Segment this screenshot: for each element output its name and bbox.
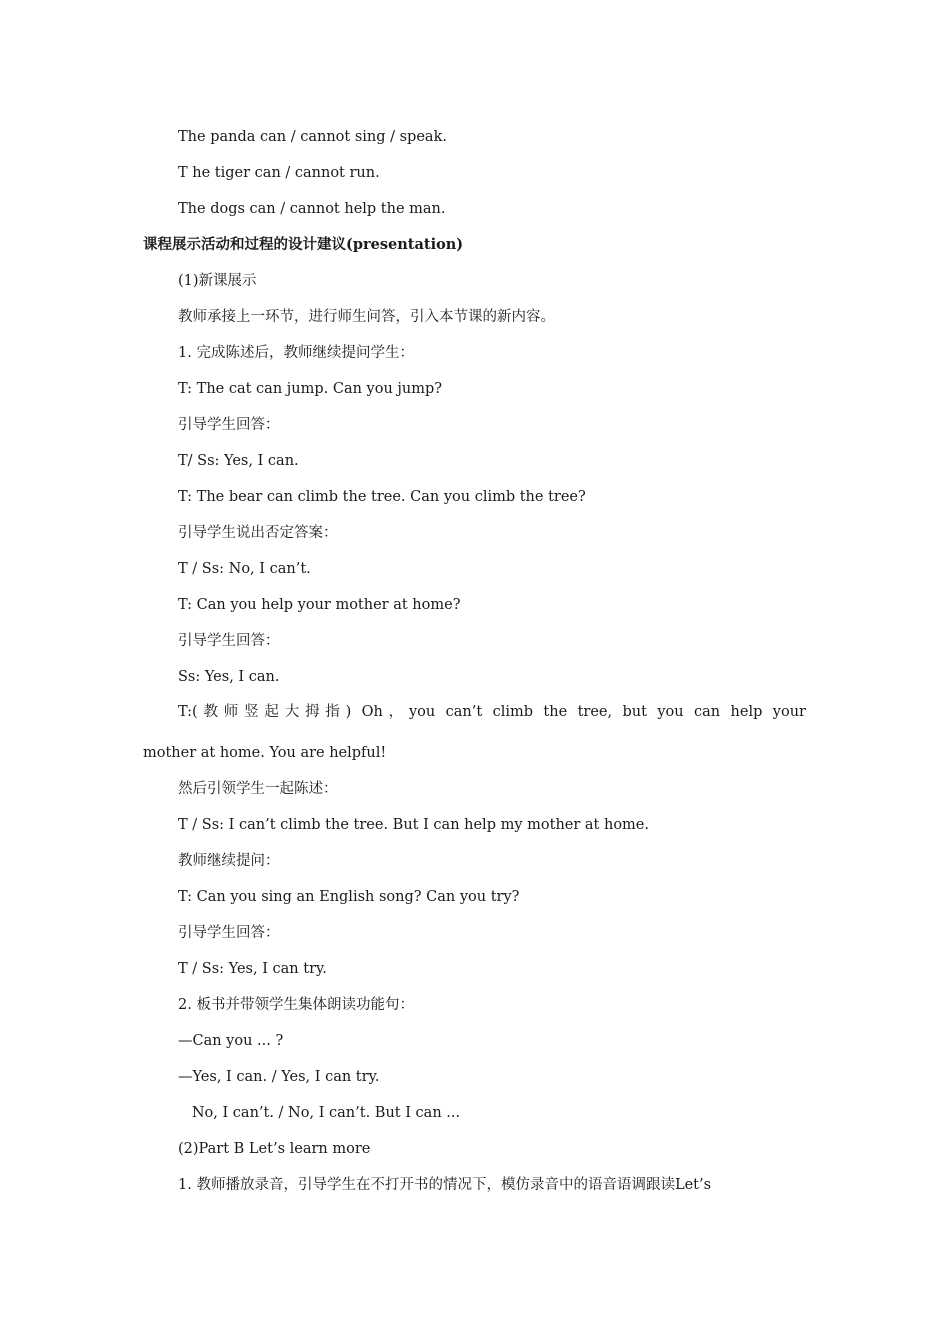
text-line: 引导学生说出否定答案： (178, 525, 338, 541)
subsection-heading: (1)新课展示 (178, 273, 257, 289)
text-line: 教师继续提问： (178, 853, 280, 869)
text-line: 教师承接上一环节，进行师生问答，引入本节课的新内容。 (178, 309, 555, 325)
text-line: T: Can you help your mother at home? (178, 597, 461, 613)
text-line: T:(教师竖起大拇指) Oh，you can’t climb the tree, but you can help your (178, 704, 806, 720)
text-line: 引导学生回答： (178, 633, 280, 649)
text-line: 1. 教师播放录音，引导学生在不打开书的情况下，模仿录音中的语音语调跟读Let’s (178, 1177, 712, 1193)
text-line: T: Can you sing an English song? Can you try? (178, 889, 520, 905)
text-line: T / Ss: I can’t climb the tree. But I can help my mother at home. (178, 817, 649, 833)
text-line: The dogs can / cannot help the man. (178, 201, 446, 217)
subsection-heading: (2)Part B Let’s learn more (178, 1141, 371, 1157)
text-line: T / Ss: No, I can’t. (178, 561, 311, 577)
text-line: 2. 板书并带领学生集体朗读功能句： (178, 997, 414, 1013)
text-line: T he tiger can / cannot run. (178, 165, 380, 181)
text-line: T: The cat can jump. Can you jump? (178, 381, 443, 397)
section-heading: 课程展示活动和过程的设计建议(presentation) (143, 236, 464, 253)
text-line: —Yes, I can. / Yes, I can try. (178, 1069, 380, 1085)
text-line: T / Ss: Yes, I can try. (178, 961, 327, 977)
text-line: T/ Ss: Yes, I can. (178, 453, 299, 469)
text-line: 引导学生回答： (178, 925, 280, 941)
text-line: Ss: Yes, I can. (178, 669, 280, 685)
text-line: —Can you ... ? (178, 1033, 284, 1049)
text-line: The panda can / cannot sing / speak. (178, 129, 447, 145)
text-line: 1. 完成陈述后，教师继续提问学生： (178, 345, 414, 361)
text-line: mother at home. You are helpful! (143, 745, 387, 761)
text-line: 引导学生回答： (178, 417, 280, 433)
text-line: 然后引领学生一起陈述： (178, 781, 338, 797)
text-line: No, I can’t. / No, I can’t. But I can ... (178, 1105, 461, 1121)
text-line: T: The bear can climb the tree. Can you climb the tree? (178, 489, 586, 505)
